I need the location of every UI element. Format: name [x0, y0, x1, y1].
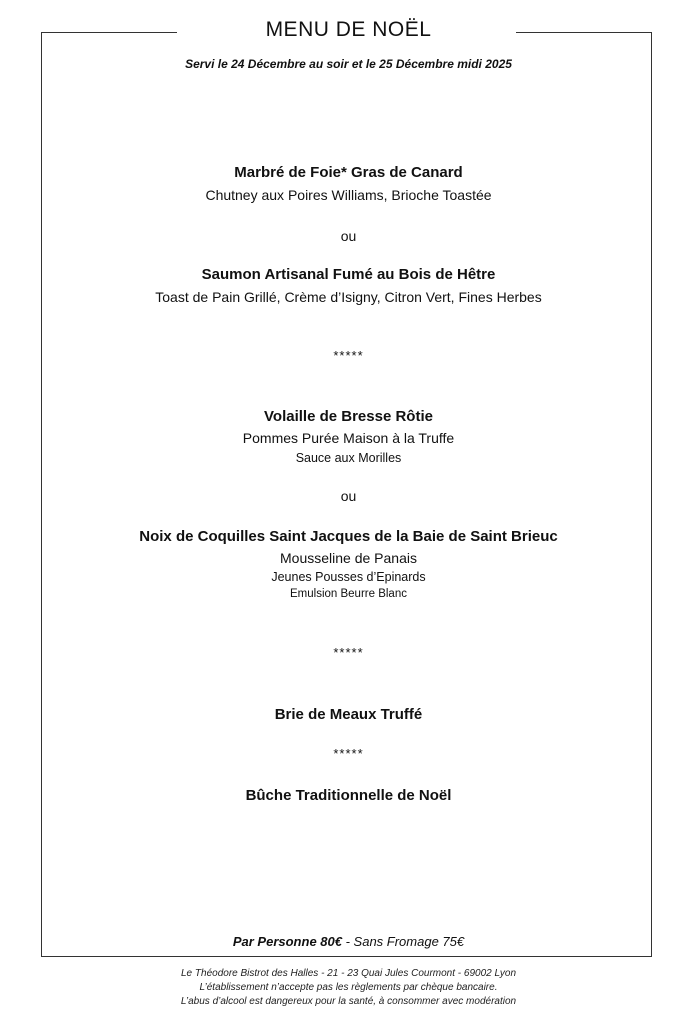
- price-alt: Sans Fromage 75€: [353, 934, 465, 949]
- footer-address: Le Théodore Bistrot des Halles - 21 - 23 Quai Jules Courmont - 69002 Lyon: [181, 968, 516, 979]
- course-separator-2: *****: [333, 645, 364, 660]
- menu-title: MENU DE NOËL: [265, 18, 432, 41]
- menu-subtitle: Servi le 24 Décembre au soir et le 25 Décembre midi 2025: [185, 57, 512, 71]
- footer-alcohol-warning: L’abus d’alcool est dangereux pour la santé, à consommer avec modération: [180, 996, 517, 1007]
- main1-name: Volaille de Bresse Rôtie: [264, 408, 433, 425]
- main1-desc1: Pommes Purée Maison à la Truffe: [242, 430, 455, 446]
- main2-desc2: Jeunes Pousses d’Epinards: [271, 570, 426, 584]
- main2-desc3: Emulsion Beurre Blanc: [290, 588, 407, 600]
- main2-desc1: Mousseline de Panais: [280, 550, 417, 566]
- starter1-desc: Chutney aux Poires Williams, Brioche Toastée: [205, 187, 492, 203]
- or-separator-1: ou: [340, 228, 357, 244]
- cheese-name: Brie de Meaux Truffé: [274, 706, 423, 723]
- footer-payment-notice: L’établissement n’accepte pas les règlements par chèque bancaire.: [199, 982, 498, 993]
- starter1-name: Marbré de Foie* Gras de Canard: [234, 164, 463, 181]
- price-separator: -: [341, 934, 354, 949]
- course-separator-1: *****: [333, 348, 364, 363]
- main1-desc2: Sauce aux Morilles: [295, 451, 402, 465]
- or-separator-2: ou: [340, 488, 357, 504]
- course-separator-3: *****: [333, 746, 364, 761]
- price-main: Par Personne 80€: [232, 934, 342, 949]
- price-line: [0, 934, 697, 949]
- main2-name: Noix de Coquilles Saint Jacques de la Baie de Saint Brieuc: [139, 528, 558, 545]
- dessert-name: Bûche Traditionnelle de Noël: [245, 787, 452, 804]
- starter2-desc: Toast de Pain Grillé, Crème d’Isigny, Citron Vert, Fines Herbes: [155, 289, 542, 305]
- starter2-name: Saumon Artisanal Fumé au Bois de Hêtre: [201, 266, 496, 283]
